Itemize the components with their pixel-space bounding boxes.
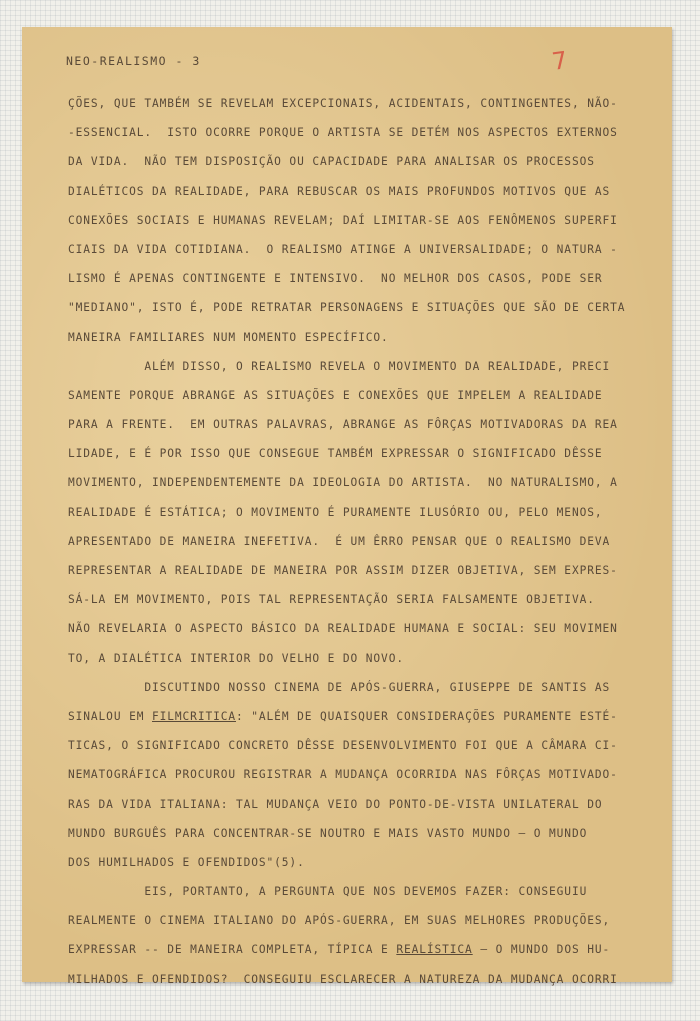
text-line: MUNDO BURGUÊS PARA CONCENTRAR-SE NOUTRO E MAIS VASTO MUNDO — O MUNDO [68,826,588,840]
text-line: DIALÉTICOS DA REALIDADE, PARA REBUSCAR OS MAIS PROFUNDOS MOTIVOS QUE AS [68,184,611,198]
text-line [68,702,633,731]
text-line: LISMO É APENAS CONTINGENTE E INTENSIVO. NO MELHOR DOS CASOS, PODE SER [68,272,603,286]
text-line: NEMATOGRÁFICA PROCUROU REGISTRAR A MUDANÇA OCORRIDA NAS FÔRÇAS MOTIVADO- [68,768,618,782]
text-line: REPRESENTAR A REALIDADE DE MANEIRA POR ASSIM DIZER OBJETIVA, SEM EXPRES- [68,564,618,577]
text-line: MILHADOS E OFENDIDOS? CONSEGUIU ESCLARECER A NATUREZA DA MUDANÇA OCORRI [68,972,618,986]
text-line: ALÉM DISSO, O REALISMO REVELA O MOVIMENTO DA REALIDADE, PRECI [68,359,611,373]
underlined-title: FILMCRITICA [152,709,236,723]
text-line: RAS DA VIDA ITALIANA: TAL MUDANÇA VEIO DO PONTO-DE-VISTA UNILATERAL DO [68,797,603,811]
text-line: SÁ-LA EM MOVIMENTO, POIS TAL REPRESENTAÇÃO SERIA FALSAMENTE OBJETIVA. [68,593,595,607]
page-header: NEO-REALISMO - 3 [66,54,201,68]
text-line: CONEXÕES SOCIAIS E HUMANAS REVELAM; DAÍ LIMITAR-SE AOS FENÔMENOS SUPERFI [68,213,618,227]
text-line: DOS HUMILHADOS E OFENDIDOS"(5). [68,855,305,869]
text-line: LIDADE, E É POR ISSO QUE CONSEGUE TAMBÉM EXPRESSAR O SIGNIFICADO DÊSSE [68,447,603,461]
text-line: EIS, PORTANTO, A PERGUNTA QUE NOS DEVEMOS FAZER: CONSEGUIU [68,885,588,899]
text-line: TO, A DIALÉTICA INTERIOR DO VELHO E DO NOVO. [68,651,404,665]
text-line: TICAS, O SIGNIFICADO CONCRETO DÊSSE DESENVOLVIMENTO FOI QUE A CÂMARA CI- [68,739,618,753]
text-line: CIAIS DA VIDA COTIDIANA. O REALISMO ATINGE A UNIVERSALIDADE; O NATURA - [68,242,618,256]
text-line [68,935,633,964]
text-line: NÃO REVELARIA O ASPECTO BÁSICO DA REALIDADE HUMANA E SOCIAL: SEU MOVIMEN [68,622,618,636]
text-line: MOVIMENTO, INDEPENDENTEMENTE DA IDEOLOGIA DO ARTISTA. NO NATURALISMO, A [68,476,618,490]
text-segment: — O MUNDO DOS HU- [472,943,611,957]
text-line: SAMENTE PORQUE ABRANGE AS SITUAÇÕES E CONEXÕES QUE IMPELEM A REALIDADE [68,388,603,402]
text-segment: SINALOU EM [68,709,152,723]
text-line: "MEDIANO", ISTO É, PODE RETRATAR PERSONAGENS E SITUAÇÕES QUE SÃO DE CERTA [68,301,626,315]
text-line: REALIDADE É ESTÁTICA; O MOVIMENTO É PURAMENTE ILUSÓRIO OU, PELO MENOS, [68,505,603,519]
text-line: DISCUTINDO NOSSO CINEMA DE APÓS-GUERRA, GIUSEPPE DE SANTIS AS [68,680,611,694]
text-line: APRESENTADO DE MANEIRA INEFETIVA. É UM ÊRRO PENSAR QUE O REALISMO DEVA [68,534,611,548]
text-line: -ESSENCIAL. ISTO OCORRE PORQUE O ARTISTA SE DETÉM NOS ASPECTOS EXTERNOS [68,126,618,140]
text-line: MANEIRA FAMILIARES NUM MOMENTO ESPECÍFICO. [68,330,389,344]
handwritten-page-number: 7 [550,46,570,76]
text-line: ÇÕES, QUE TAMBÉM SE REVELAM EXCEPCIONAIS, ACIDENTAIS, CONTINGENTES, NÃO- [68,97,618,110]
underlined-title: REALÍSTICA [396,943,473,957]
text-line: DA VIDA. NÃO TEM DISPOSIÇÃO OU CAPACIDADE PARA ANALISAR OS PROCESSOS [68,155,595,169]
body-text [68,89,633,994]
typewritten-page [22,27,672,986]
text-line: REALMENTE O CINEMA ITALIANO DO APÓS-GUERRA, EM SUAS MELHORES PRODUÇÕES, [68,914,611,928]
text-segment: EXPRESSAR -- DE MANEIRA COMPLETA, TÍPICA E [68,943,397,957]
text-segment: : "ALÉM DE QUAISQUER CONSIDERAÇÕES PURAMENTE ESTÉ- [236,709,618,723]
text-line: PARA A FRENTE. EM OUTRAS PALAVRAS, ABRANGE AS FÔRÇAS MOTIVADORAS DA REA [68,418,618,432]
